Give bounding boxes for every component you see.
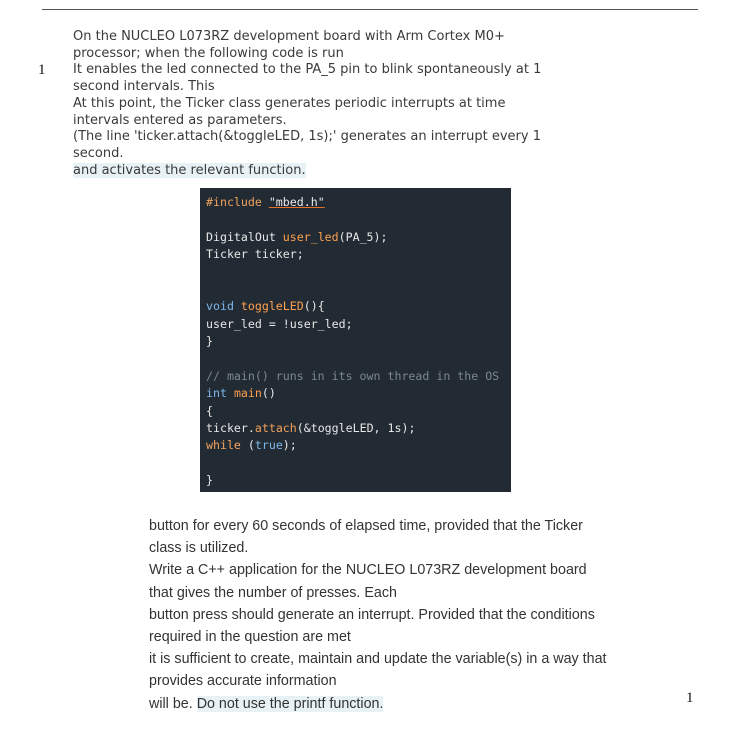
intro-line: intervals entered as parameters.	[73, 112, 287, 128]
code-line-attach	[206, 420, 511, 437]
code-line-blank	[206, 264, 511, 281]
body-line: provides accurate information	[149, 673, 337, 690]
code-line-assign: user_led = !user_led;	[206, 316, 353, 331]
highlighted-text: Do not use the printf function.	[196, 695, 384, 712]
code-line-digitalout	[206, 229, 511, 246]
code-line-blank	[206, 211, 511, 228]
code-line-void	[206, 298, 511, 315]
intro-line: At this point, the Ticker class generates periodic interrupts at time	[73, 95, 506, 111]
question-number: 1	[38, 62, 46, 78]
function-name: toggleLED	[240, 299, 304, 314]
code-line-comment: // main() runs in its own thread in the OS	[206, 368, 500, 383]
body-text: will be.	[149, 695, 193, 712]
code-line-open: {	[206, 403, 213, 418]
code-line-ticker: Ticker ticker;	[206, 247, 304, 262]
body-line: it is sufficient to create, maintain and update the variable(s) in a way that	[149, 651, 607, 668]
ticker-object: ticker.	[206, 421, 255, 436]
keyword-while: while	[206, 438, 241, 453]
function-name: main	[233, 386, 262, 401]
intro-line: On the NUCLEO L073RZ development board with Arm Cortex M0+	[73, 29, 505, 44]
constructor-args: (PA_5);	[338, 229, 388, 244]
code-line-blank	[206, 351, 511, 368]
keyword-void: void	[206, 299, 234, 314]
code-line-main	[206, 385, 511, 402]
body-line: Write a C++ application for the NUCLEO L073RZ development board	[149, 562, 587, 579]
highlighted-text: and activates the relevant function.	[73, 162, 306, 178]
body-line-final	[149, 693, 649, 715]
body-line: that gives the number of presses. Each	[149, 584, 397, 601]
method-args: (&toggleLED, 1s);	[296, 421, 416, 436]
code-line-blank	[206, 455, 511, 472]
body-line: required in the question are met	[149, 629, 351, 646]
intro-line-highlighted	[73, 163, 703, 180]
body-line: class is utilized.	[149, 540, 249, 557]
code-line-final-brace: }	[206, 473, 213, 488]
code-line-close: }	[206, 334, 213, 349]
top-rule	[42, 9, 698, 10]
method-name: attach	[254, 421, 297, 436]
intro-line: processor; when the following code is run	[73, 45, 344, 61]
intro-line: second.	[73, 145, 124, 161]
body-line: button press should generate an interrupt. Provided that the conditions	[149, 606, 595, 623]
page-number: 1	[686, 690, 694, 706]
type-name: DigitalOut	[206, 229, 276, 244]
include-directive: #include	[206, 195, 262, 209]
code-line-blank	[206, 281, 511, 298]
intro-line: second intervals. This	[73, 79, 215, 95]
question-body	[149, 515, 649, 715]
paren-close: );	[282, 438, 297, 453]
include-file: "mbed.h"	[268, 195, 325, 209]
question-intro	[73, 29, 703, 179]
keyword-true: true	[254, 438, 283, 453]
code-line-while	[206, 437, 511, 454]
main-parens: ()	[261, 386, 276, 401]
keyword-int: int	[206, 386, 227, 401]
code-block	[200, 188, 511, 492]
paren-open: (	[240, 438, 255, 453]
code-line-include	[206, 194, 511, 211]
intro-line: It enables the led connected to the PA_5 pin to blink spontaneously at 1	[73, 62, 542, 78]
function-signature: (){	[303, 299, 325, 314]
body-line: button for every 60 seconds of elapsed time, provided that the Ticker	[149, 518, 583, 534]
variable-name: user_led	[282, 229, 339, 244]
intro-line: (The line 'ticker.attach(&toggleLED, 1s);' generates an interrupt every 1	[73, 129, 541, 145]
